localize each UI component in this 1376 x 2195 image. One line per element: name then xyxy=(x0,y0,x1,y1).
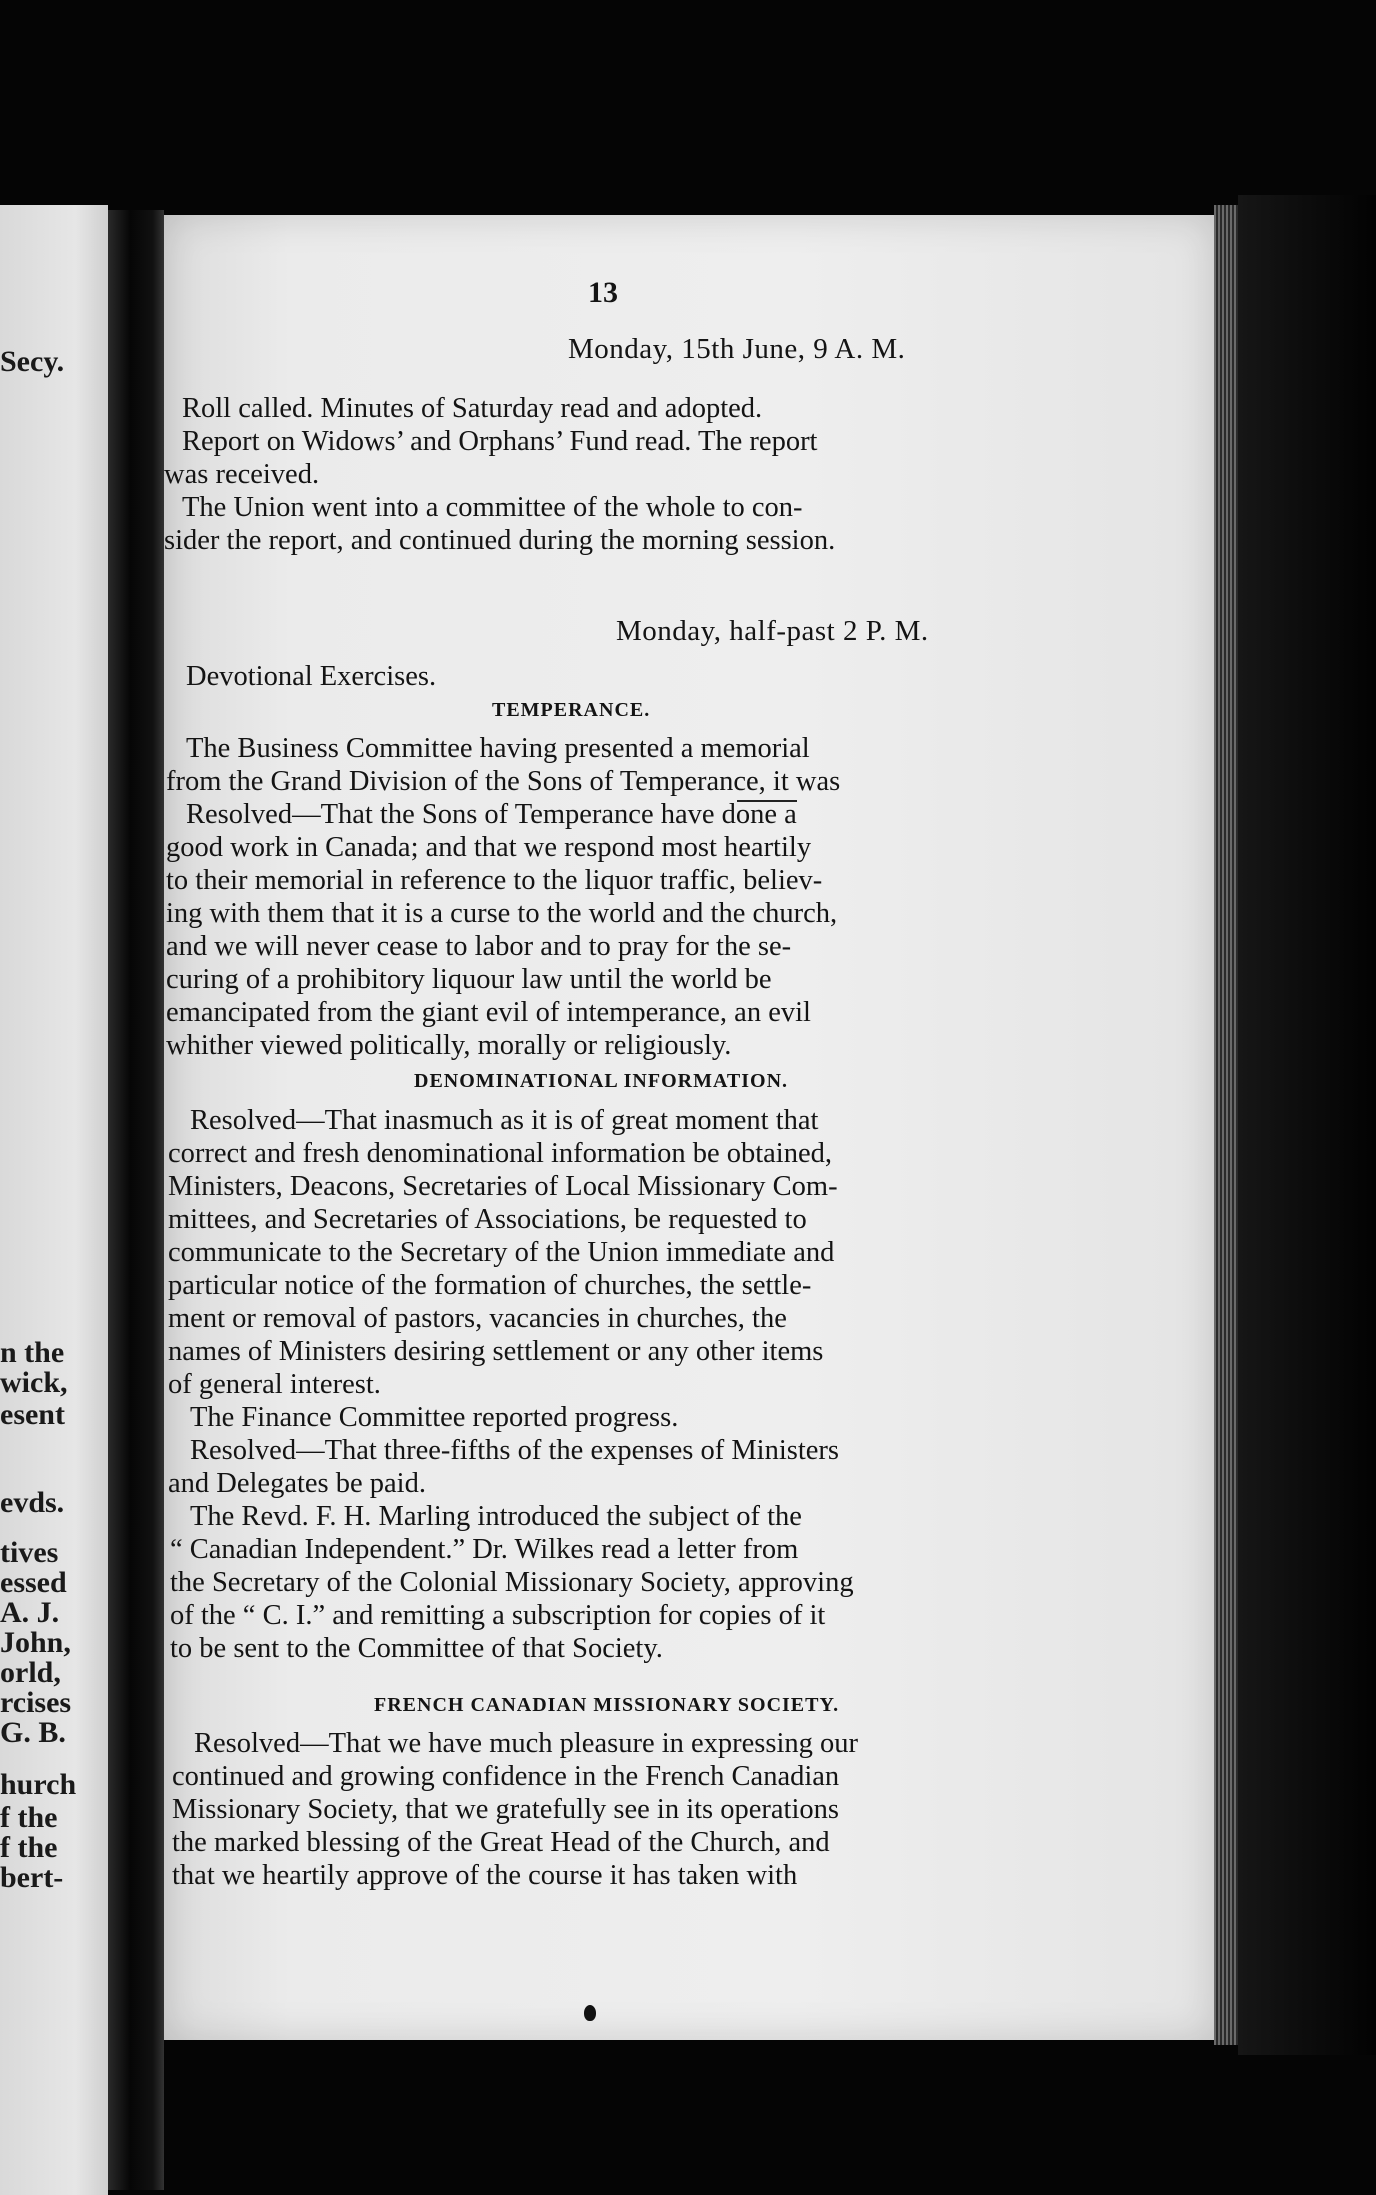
left-fragment: f the xyxy=(0,1801,58,1834)
left-fragment: esent xyxy=(0,1398,65,1431)
left-fragment: wick, xyxy=(0,1366,68,1399)
text-line: communicate to the Secretary of the Union immediate and xyxy=(168,1237,835,1268)
text-line: the marked blessing of the Great Head of the Church, and xyxy=(172,1827,830,1858)
left-fragment: evds. xyxy=(0,1486,65,1519)
text-line: The Business Committee having presented a memorial xyxy=(186,733,810,764)
text-line: of general interest. xyxy=(168,1369,381,1400)
left-fragment: n the xyxy=(0,1336,65,1369)
text-line: “ Canadian Independent.” Dr. Wilkes read a letter from xyxy=(170,1534,799,1565)
devotional-exercises: Devotional Exercises. xyxy=(186,661,437,692)
text-line: Resolved—That inasmuch as it is of great moment that xyxy=(190,1105,819,1136)
text-line: ing with them that it is a curse to the world and the church, xyxy=(166,898,838,929)
text-line: that we heartily approve of the course it has taken with xyxy=(172,1860,798,1891)
left-page-fragment xyxy=(0,205,108,2195)
book-cover xyxy=(1238,195,1376,2055)
left-fragment: essed xyxy=(0,1566,67,1599)
text-line: The Revd. F. H. Marling introduced the subject of the xyxy=(190,1501,802,1532)
text-line: to be sent to the Committee of that Society. xyxy=(170,1633,663,1664)
text-line: ment or removal of pastors, vacancies in churches, the xyxy=(168,1303,787,1334)
book-gutter xyxy=(108,210,164,2190)
text-line: Missionary Society, that we gratefully see in its operations xyxy=(172,1794,839,1825)
left-fragment: John, xyxy=(0,1626,71,1659)
denominational-heading: DENOMINATIONAL INFORMATION. xyxy=(414,1070,789,1092)
text-line: emancipated from the giant evil of intemperance, an evil xyxy=(166,997,811,1028)
left-fragment: Secy. xyxy=(0,345,65,378)
text-line: the Secretary of the Colonial Missionary Society, approving xyxy=(170,1567,854,1598)
text-line: whither viewed politically, morally or religiously. xyxy=(166,1030,732,1061)
text-line: Resolved—That the Sons of Temperance have done a xyxy=(186,799,797,830)
text-line: was received. xyxy=(164,459,320,490)
text-line: Ministers, Deacons, Secretaries of Local Missionary Com- xyxy=(168,1171,838,1202)
left-fragment: f the xyxy=(0,1831,58,1864)
text-line: and we will never cease to labor and to pray for the se- xyxy=(166,931,792,962)
french-canadian-heading: FRENCH CANADIAN MISSIONARY SOCIETY. xyxy=(374,1694,840,1716)
text-line: The Union went into a committee of the whole to con- xyxy=(182,492,803,523)
left-fragment: orld, xyxy=(0,1656,61,1689)
text-line: to their memorial in reference to the liquor traffic, believ- xyxy=(166,865,823,896)
text-line: curing of a prohibitory liquour law until the world be xyxy=(166,964,772,995)
text-line: The Finance Committee reported progress. xyxy=(190,1402,679,1433)
left-fragment: rcises xyxy=(0,1686,72,1719)
text-line: of the “ C. I.” and remitting a subscription for copies of it xyxy=(170,1600,826,1631)
text-line: and Delegates be paid. xyxy=(168,1468,426,1499)
left-fragment: A. J. xyxy=(0,1596,60,1629)
page-number: 13 xyxy=(588,276,618,309)
text-line: Resolved—That we have much pleasure in expressing our xyxy=(194,1728,859,1759)
ink-blot xyxy=(584,2005,596,2021)
afternoon-session-heading: Monday, half-past 2 P. M. xyxy=(616,615,929,647)
page-edges xyxy=(1214,205,1238,2045)
left-fragment: hurch xyxy=(0,1768,77,1801)
text-line: names of Ministers desiring settlement or any other items xyxy=(168,1336,824,1367)
text-line: from the Grand Division of the Sons of Temperance, it was xyxy=(166,766,841,797)
text-line: continued and growing confidence in the French Canadian xyxy=(172,1761,840,1792)
temperance-heading: TEMPERANCE. xyxy=(492,699,651,721)
text-line: particular notice of the formation of churches, the settle- xyxy=(168,1270,812,1301)
left-fragment: G. B. xyxy=(0,1716,66,1749)
left-fragment: bert- xyxy=(0,1861,64,1894)
text-line: correct and fresh denominational information be obtained, xyxy=(168,1138,832,1169)
text-line: Report on Widows’ and Orphans’ Fund read. The report xyxy=(182,426,818,457)
text-line: Roll called. Minutes of Saturday read and adopted. xyxy=(182,393,763,424)
left-fragment: tives xyxy=(0,1536,59,1569)
book-page xyxy=(164,215,1214,2040)
morning-session-heading: Monday, 15th June, 9 A. M. xyxy=(568,333,906,365)
text-line: sider the report, and continued during the morning session. xyxy=(164,525,836,556)
text-line: mittees, and Secretaries of Associations, be requested to xyxy=(168,1204,807,1235)
text-line: good work in Canada; and that we respond most heartily xyxy=(166,832,812,863)
text-line: Resolved—That three-fifths of the expenses of Ministers xyxy=(190,1435,840,1466)
